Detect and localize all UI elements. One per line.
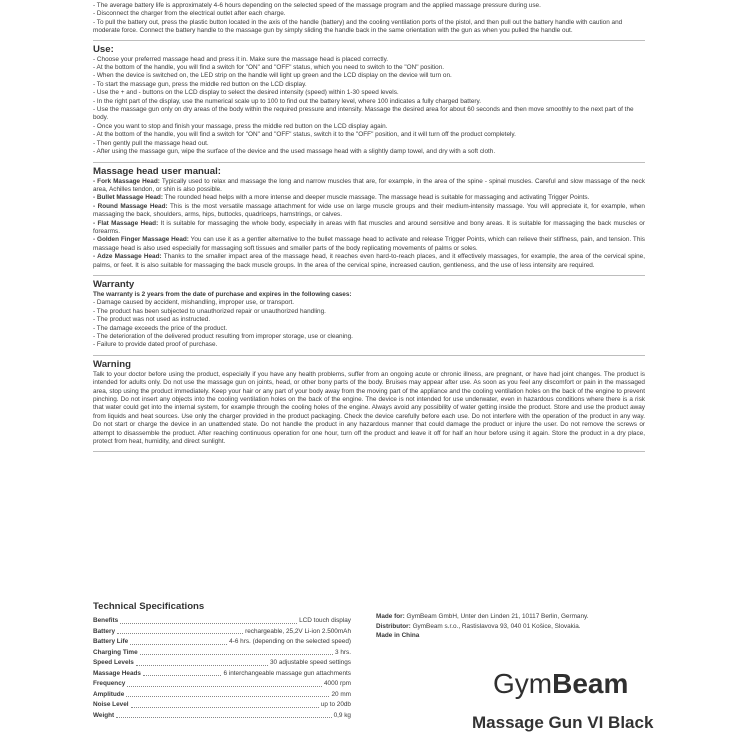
warranty-line: - Failure to provide dated proof of purchase.	[93, 341, 218, 349]
use-line: - In the right part of the display, use the numerical scale up to 100 to find out the battery level, where 100 indicates a fully charged battery.	[93, 97, 482, 105]
use-line: - Once you want to stop and finish your massage, press the middle red button on the LCD display again.	[93, 122, 388, 130]
use-line: - After using the massage gun, wipe the surface of the device and the used massage head with a slightly damp towel, and dry with a soft cloth.	[93, 148, 496, 156]
massage-head-entry	[93, 220, 645, 237]
use-line: - When the device is switched on, the LED strip on the handle will light up green and the LCD display on the device will turn on.	[93, 72, 452, 80]
spec-value: 3 hrs.	[335, 648, 351, 656]
instruction-line: - To pull the battery out, press the plastic button located in the axis of the handle (battery) and the cooling ventilation ports of the pistol, and then pull out the battery handle with caution and moderate force. Connect the battery handle to the massage gun by simply sliding the handle back in the same orientation with the gun as when you pulled the handle out.	[93, 18, 623, 35]
made-in-line: Made in China	[376, 632, 420, 640]
brand-logo: GymBeam	[493, 668, 629, 699]
spec-label: Massage Heads	[93, 669, 141, 677]
use-section	[93, 40, 645, 157]
spec-label: Speed Levels	[93, 659, 134, 666]
spec-value: up to 20db	[320, 701, 351, 708]
heads-section	[93, 162, 645, 270]
spec-row	[93, 700, 351, 711]
spec-value: LCD touch display	[299, 617, 351, 624]
use-line: - At the bottom of the handle, you will find a switch for "ON" and "OFF" status, which you need to switch to the "ON" position.	[93, 64, 445, 72]
spec-value: 30 adjustable speed settings	[269, 659, 351, 666]
massage-head-entry	[93, 253, 645, 270]
spec-row	[93, 616, 351, 627]
spec-value: 20 mm	[331, 690, 351, 698]
manual-page	[93, 0, 645, 452]
massage-head-entry	[93, 236, 645, 253]
spec-leader-dots	[140, 648, 333, 656]
use-line: - Then gently pull the massage head out.	[93, 139, 209, 147]
spec-value: 0,9 kg	[333, 711, 351, 719]
spec-label: Weight	[93, 711, 115, 719]
warning-section	[93, 355, 645, 447]
warranty-heading: Warranty	[93, 278, 135, 290]
spec-row	[93, 679, 351, 690]
product-name: Massage Gun VI Black	[472, 713, 654, 732]
warning-text: Talk to your doctor before using the product, especially if you have any health problems, suffer from an ongoing acute or chronic illness, are pregnant, or have had joint changes. The product is intended for adults only. Do not use the massage gun on joints, head, or other bony parts of the body. Bruises may appear after use. As soon as you feel any discomfort or pain in the massaged area, stop using the product immediately. Keep your hair or any part of your body away from the moving part of the appliance and the cooling ventilation holes on the back of the engine to prevent pinching. Do not insert any objects into the cooling ventilation holes on the back of the engine. The device is not intended for use underwater, even in hazardous conditions where there is a risk that water could get into the internal system, for example through the cooling holes of the engine. Always avoid any possibility of water getting inside the product. Store and use the product away from liquids and heat sources. Use only the charger provided in the product packaging. Check the device carefully before each use. Do not interfere with the operation of the product in any way. Do not start or charge the device in an unattended state. Do not handle the product in any hazardous manner that could damage the product or injure the user. Do not remove the screws or attempt to disassemble the product. After reaching continuous operation for one hour, turn off the product and leave it off for half an hour before using it again. Store the product in a dry place, protect from heat, humidity, and direct sunlight.	[93, 370, 645, 446]
spec-label: Charging Time	[93, 648, 138, 656]
use-line: - Use the + and - buttons on the LCD display to select the desired intensity (speed) within 1-30 speed levels.	[93, 89, 399, 97]
warning-heading: Warning	[93, 358, 132, 370]
massage-head-description: Thanks to the smaller impact area of the massage head, it reaches even hard-to-reach places, and it effectively massages, for example, the area of the cervical spine, palms, or feet. It is also suitable for massaging the back muscle groups. In the area of the cervical spine, increased caution, gentleness, and the use of less intensity are required.	[93, 253, 645, 269]
use-lines	[93, 56, 645, 157]
instruction-line: - The average battery life is approximately 4-6 hours depending on the selected speed of the massage program and the applied massage pressure during use.	[93, 2, 541, 9]
specs-table	[93, 616, 351, 721]
spec-leader-dots	[116, 711, 331, 719]
use-heading: Use:	[93, 43, 114, 55]
heads-lines	[93, 178, 645, 270]
use-line: - Choose your preferred massage head and press it in. Make sure the massage head is placed correctly.	[93, 55, 389, 63]
distributor-line: Distributor: GymBeam s.r.o., Rastislavova 93, 040 01 Košice, Slovakia.	[376, 622, 581, 630]
spec-value: rechargeable, 25,2V Li-ion 2.500mAh	[245, 627, 351, 635]
massage-head-description: This is the most versatile massage attachment for wide use on large muscle groups and their medium-intensity massage. You will appreciate it, for example, when massaging the back, shoulders, arms, hips, buttocks, quadriceps, hamstrings, or calves.	[93, 202, 645, 219]
spec-label: Noise Level	[93, 701, 129, 708]
spec-leader-dots	[117, 627, 243, 635]
warranty-line: - The deterioration of the delivered product resulting from improper storage, use or cleaning.	[93, 333, 353, 340]
use-line: - At the bottom of the handle, you will find a switch for "ON" and "OFF" status, switch it to the "OFF" position, and it will turn off the product completely.	[93, 131, 516, 139]
spec-label: Amplitude	[93, 690, 125, 698]
spec-leader-dots	[127, 679, 322, 687]
massage-head-name: - Bullet Massage Head:	[93, 194, 163, 202]
massage-head-description: The rounded head helps with a more intense and deeper muscle massage. The massage head is suitable for massaging and activating Trigger Points.	[162, 194, 590, 202]
spec-row	[93, 637, 351, 648]
spec-label: Frequency	[93, 680, 126, 687]
massage-head-entry	[93, 203, 645, 220]
massage-head-description: Typically used to relax and massage the long and narrow muscles that are, for example, in the area of the spine - spinal muscles. Careful and slow massage of the neck area, Achilles tendon, or shin is also possible.	[93, 177, 646, 193]
spec-leader-dots	[130, 637, 227, 645]
spec-row	[93, 658, 351, 669]
massage-head-name: - Golden Finger Massage Head:	[93, 236, 189, 244]
massage-head-name: - Fork Massage Head:	[93, 177, 160, 185]
spec-value: 4-6 hrs. (depending on the selected speed)	[229, 638, 351, 645]
spec-row	[93, 648, 351, 659]
instruction-line: - Disconnect the charger from the electrical outlet after each charge.	[93, 10, 286, 18]
spec-value: 6 interchangeable massage gun attachments	[223, 669, 351, 677]
use-line: - To start the massage gun, press the middle red button on the LCD display.	[93, 80, 307, 88]
massage-head-description: You can use it as a gentler alternative to the bullet massage head to activate and release Trigger Points, which can relieve their stiffness, pain, and tension. This massage head is also used especially for massaging soft tissues and smaller parts of the body replicating movements of palms or soles.	[93, 236, 645, 252]
spec-value: 4000 rpm	[324, 680, 351, 687]
spec-label: Battery Life	[93, 638, 129, 645]
battery-instructions	[93, 2, 645, 36]
warranty-lines	[93, 299, 645, 349]
spec-row	[93, 627, 351, 638]
massage-head-entry	[93, 178, 645, 195]
warranty-intro: The warranty is 2 years from the date of purchase and expires in the following cases:	[93, 290, 352, 298]
massage-head-name: - Round Massage Head:	[93, 202, 168, 210]
use-line: - Use the massage gun only on dry areas of the body within the required pressure and intensity. Massage the desired area for about 60 seconds and then move smoothly to the next part of the body.	[93, 106, 634, 122]
massage-head-name: - Adze Massage Head:	[93, 253, 162, 261]
warranty-line: - The damage exceeds the price of the product.	[93, 324, 228, 332]
spec-leader-dots	[126, 690, 329, 698]
spec-row	[93, 711, 351, 722]
made-for-line: Made for: GymBeam GmbH, Unter den Linden 21, 10117 Berlin, Germany.	[376, 613, 589, 620]
massage-head-description: It is suitable for massaging the whole body, especially in areas with flat muscles and around sensitive and bony areas. It is suitable for massaging the back muscles or forearms.	[93, 219, 645, 235]
massage-head-name: - Flat Massage Head:	[93, 219, 159, 227]
technical-specifications	[93, 601, 351, 721]
warranty-line: - Damage caused by accident, mishandling, improper use, or transport.	[93, 299, 295, 307]
specs-heading: Technical Specifications	[93, 601, 205, 612]
spec-label: Benefits	[93, 617, 119, 624]
manufacturer-info	[376, 612, 646, 641]
warranty-line: - The product was not used as instructed.	[93, 316, 211, 324]
spec-row	[93, 669, 351, 680]
warranty-section	[93, 275, 645, 350]
spec-leader-dots	[131, 700, 319, 708]
spec-label: Battery	[93, 627, 116, 635]
spec-leader-dots	[120, 616, 297, 624]
spec-leader-dots	[143, 669, 221, 677]
warranty-line: - The product has been subjected to unauthorized repair or unauthorized handling.	[93, 307, 326, 315]
warning-bottom-rule	[93, 451, 645, 452]
heads-heading: Massage head user manual:	[93, 165, 221, 177]
spec-row	[93, 690, 351, 701]
massage-head-entry	[93, 194, 645, 202]
spec-leader-dots	[136, 658, 268, 666]
